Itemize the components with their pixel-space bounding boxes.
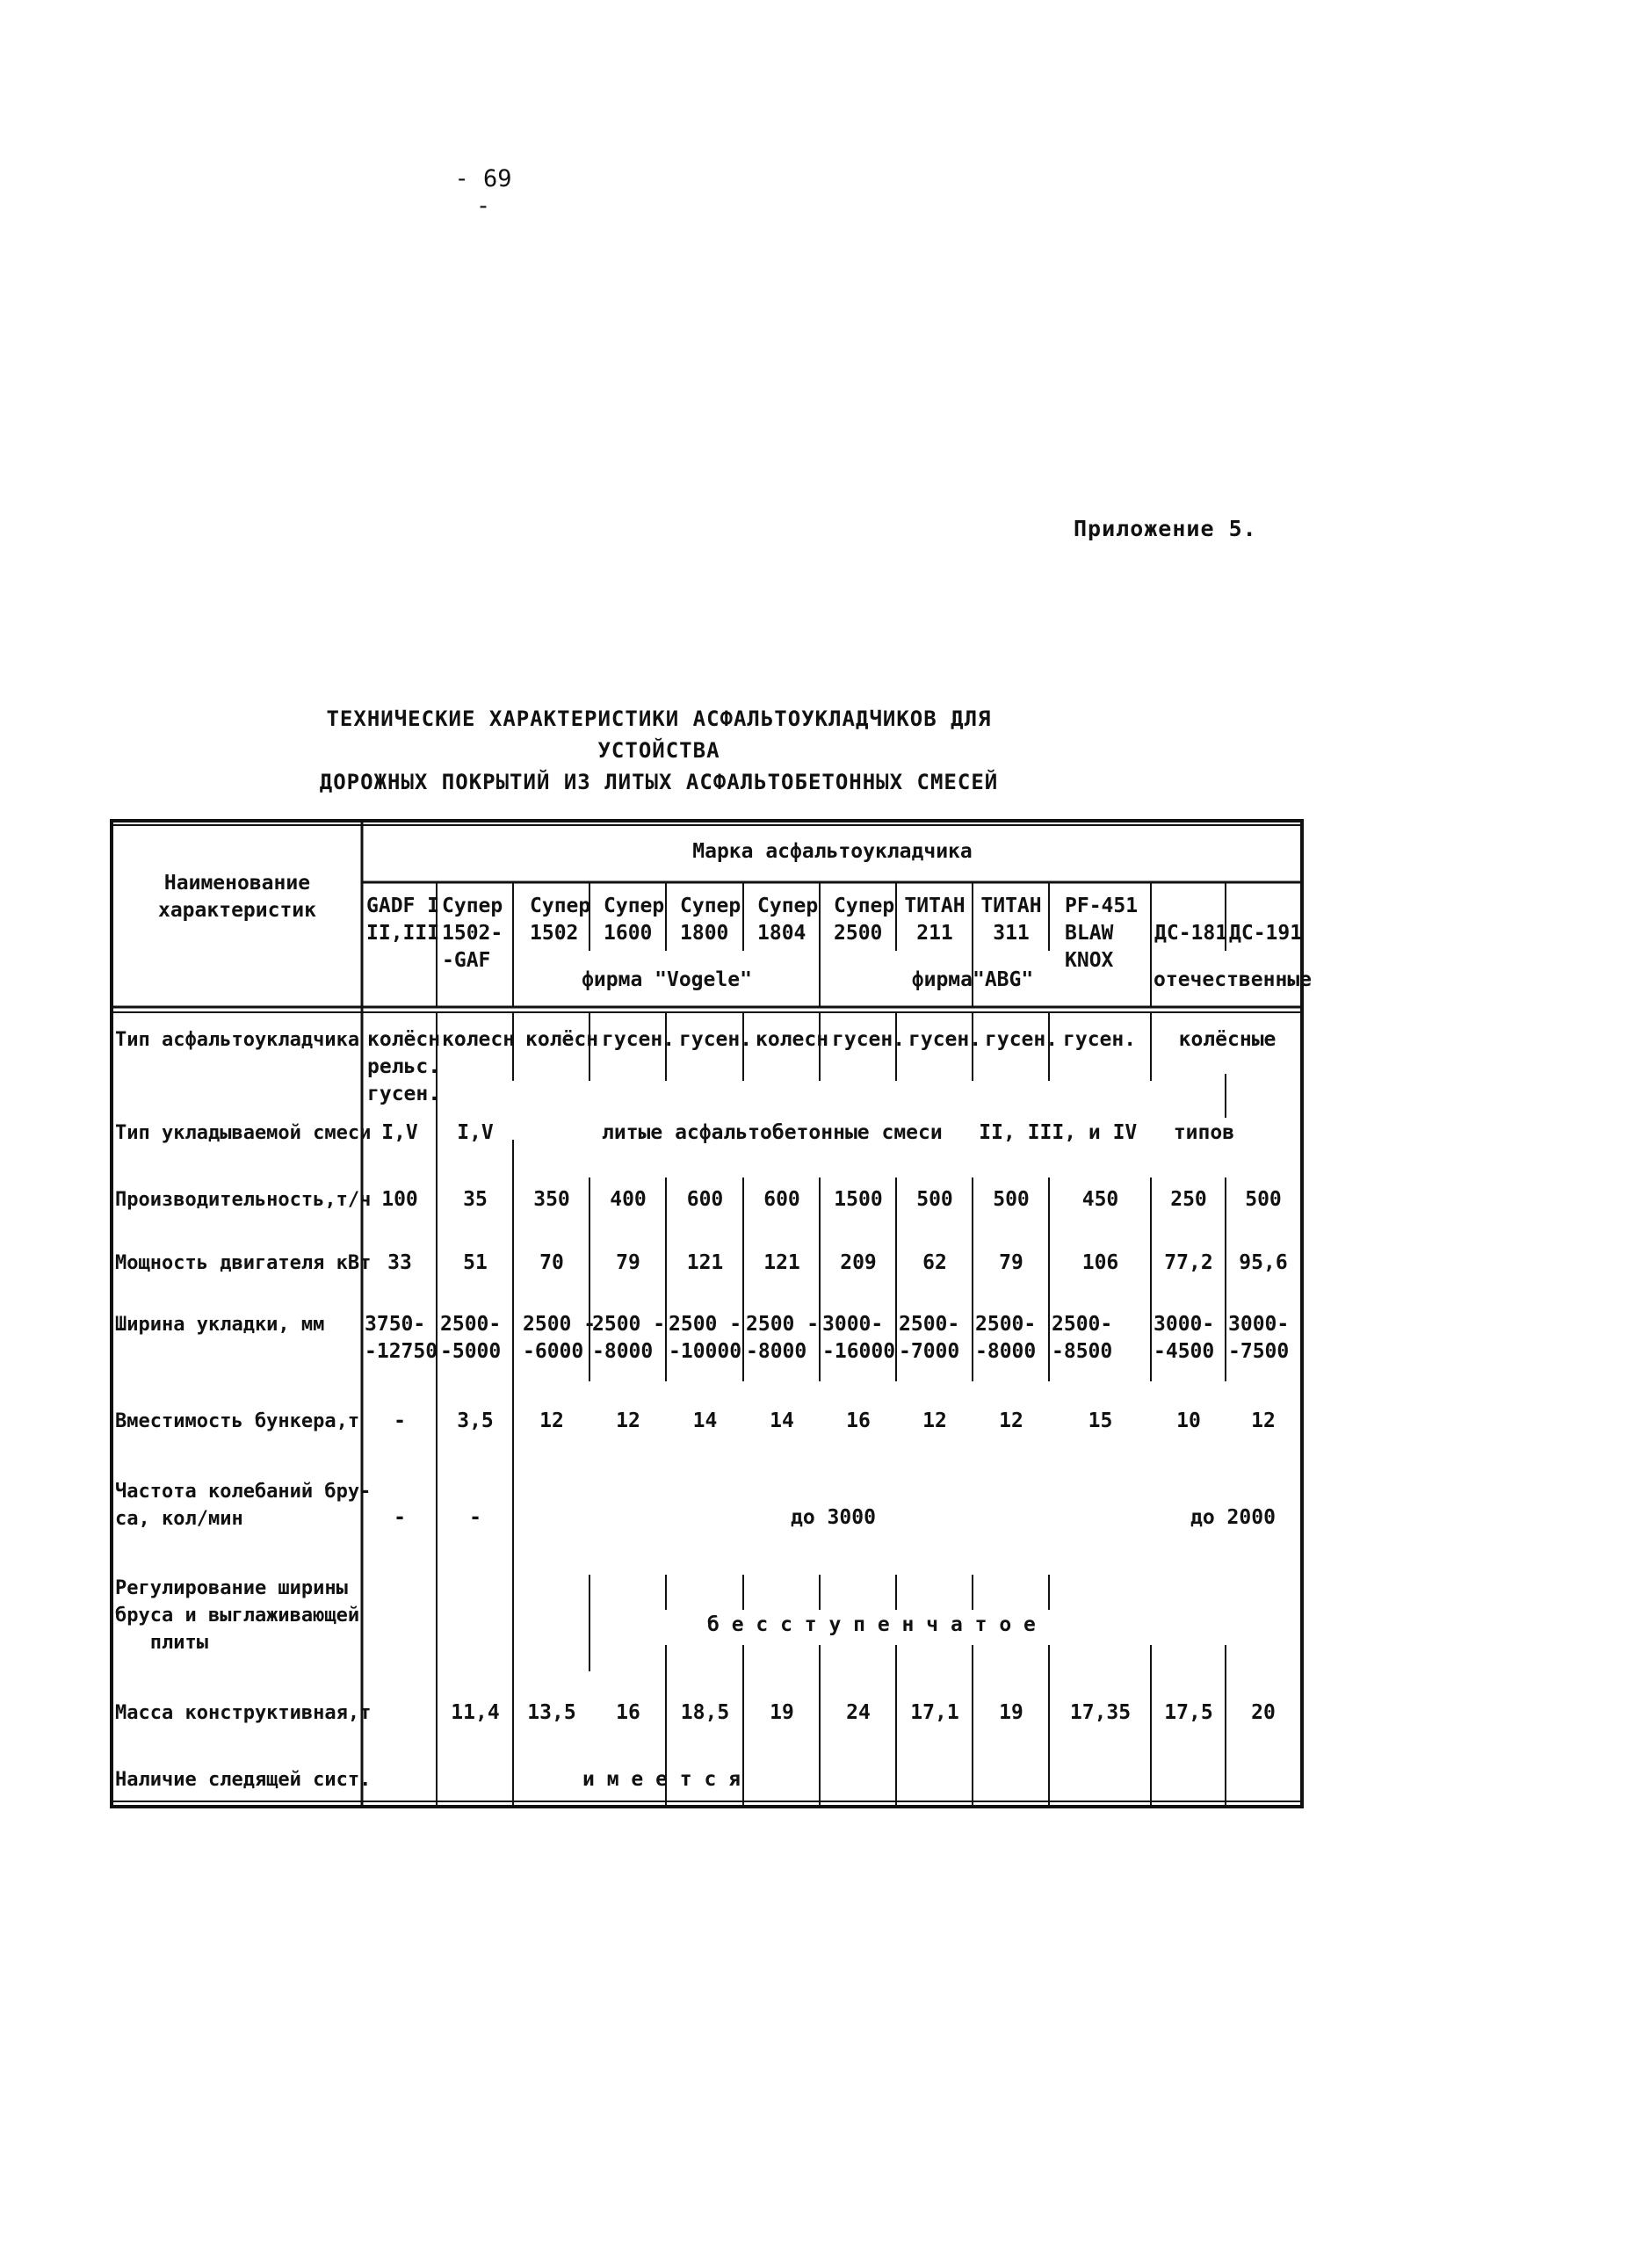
productivity-value: 500: [1245, 1188, 1282, 1211]
title-line-2: ДОРОЖНЫХ ПОКРЫТИЙ ИЗ ЛИТЫХ АСФАЛЬТОБЕТОННЫХ СМЕСЕЙ: [319, 770, 999, 794]
power-value: 121: [686, 1251, 724, 1274]
mass-value: 19: [770, 1701, 794, 1724]
hopper-value: 10: [1176, 1409, 1201, 1432]
productivity-value: 600: [763, 1188, 800, 1211]
mass-value: 11,4: [451, 1701, 500, 1724]
power-value: 70: [539, 1251, 564, 1274]
type-value: колесн: [756, 1028, 829, 1051]
width-value: 2500 - -6000: [523, 1313, 597, 1363]
table-title: [264, 703, 1054, 798]
row-label-mass: Масса конструктивная,т: [115, 1702, 372, 1724]
brand-header: Марка асфальтоукладчика: [692, 840, 973, 863]
hopper-value: 12: [999, 1409, 1023, 1432]
power-value: 79: [616, 1251, 640, 1274]
hopper-value: 15: [1088, 1409, 1113, 1432]
row-label-frequency: Частота колебаний бру- са, кол/мин: [115, 1481, 372, 1530]
hopper-value: 14: [770, 1409, 794, 1432]
hopper-value: -: [394, 1409, 406, 1432]
productivity-value: 500: [916, 1188, 953, 1211]
productivity-value: 400: [610, 1188, 647, 1211]
model-super-1502: Супер 1502: [530, 895, 591, 945]
domestic-label: отечественные: [1154, 968, 1313, 991]
mix-span-value: литые асфальтобетонные смеси II, III, и IV типов: [602, 1121, 1235, 1144]
type-value-domestic: колёсные: [1178, 1028, 1277, 1051]
width-value: 2500- -8000: [975, 1313, 1037, 1363]
productivity-value: 500: [993, 1188, 1030, 1211]
mass-value: 16: [616, 1701, 640, 1724]
type-value: гусен.: [1063, 1028, 1137, 1051]
row-label-tracking: Наличие следящей сист.: [115, 1769, 372, 1791]
row-label-width: Ширина укладки, мм: [115, 1314, 325, 1336]
width-value: 3750- -12750: [365, 1313, 438, 1363]
hopper-value: 12: [616, 1409, 640, 1432]
width-value: 3000- -16000: [822, 1313, 896, 1363]
power-value: 95,6: [1239, 1251, 1288, 1274]
mass-value: 18,5: [680, 1701, 730, 1724]
model-titan-311: ТИТАН 311: [980, 895, 1042, 945]
title-line-1: ТЕХНИЧЕСКИЕ ХАРАКТЕРИСТИКИ АСФАЛЬТОУКЛАДЧИКОВ ДЛЯ УСТОЙСТВА: [326, 706, 992, 763]
productivity-value: 250: [1170, 1188, 1207, 1211]
power-value: 121: [763, 1251, 800, 1274]
mass-value: 19: [999, 1701, 1023, 1724]
row-label-mix: Тип укладываемой смеси: [115, 1122, 372, 1144]
firm-abg-label: фирма"ABG": [911, 968, 1034, 991]
hopper-value: 3,5: [457, 1409, 494, 1432]
mass-value: 13,5: [527, 1701, 576, 1724]
tracking-span-value: и м е е т с я: [582, 1768, 741, 1791]
model-super-1804: Супер 1804: [757, 895, 819, 945]
type-value: гусен.: [908, 1028, 982, 1051]
productivity-value: 1500: [834, 1188, 883, 1211]
mass-value: 24: [846, 1701, 871, 1724]
width-value: 2500 - -8000: [592, 1313, 666, 1363]
frequency-value: -: [469, 1506, 481, 1529]
hopper-value: 14: [692, 1409, 718, 1432]
power-value: 33: [387, 1251, 412, 1274]
type-value: колёсн: [525, 1028, 599, 1051]
mass-value: 20: [1251, 1701, 1276, 1724]
power-value: 106: [1081, 1251, 1119, 1274]
type-value: гусен.: [832, 1028, 906, 1051]
model-super-1502-gaf: Супер 1502- -GAF: [442, 895, 503, 972]
productivity-value: 35: [463, 1188, 488, 1211]
row-label-power: Мощность двигателя кВт: [115, 1252, 372, 1274]
frequency-value: -: [394, 1506, 406, 1529]
model-pf-451: PF-451 BLAW KNOX: [1065, 895, 1139, 972]
row-label-type: Тип асфальтоукладчика: [115, 1029, 360, 1051]
width-value: 2500 - -8000: [746, 1313, 820, 1363]
frequency-span-domestic: до 2000: [1190, 1506, 1276, 1529]
power-value: 62: [922, 1251, 947, 1274]
type-value: колесн: [442, 1028, 516, 1051]
appendix-label: Приложение 5.: [1074, 516, 1257, 541]
type-value: гусен.: [985, 1028, 1059, 1051]
mix-value: I,V: [457, 1121, 494, 1144]
type-value: колёсн рельс. гусен.: [367, 1028, 441, 1105]
type-value: гусен.: [679, 1028, 753, 1051]
hopper-value: 16: [846, 1409, 871, 1432]
width-value: 2500- -8500: [1052, 1313, 1113, 1363]
type-value: гусен.: [602, 1028, 676, 1051]
hopper-value: 12: [1251, 1409, 1276, 1432]
model-ds-191: ДС-191: [1229, 922, 1303, 945]
row-label-hopper: Вместимость бункера,т: [115, 1410, 360, 1432]
model-super-1800: Супер 1800: [680, 895, 741, 945]
productivity-value: 100: [381, 1188, 418, 1211]
productivity-value: 600: [686, 1188, 724, 1211]
specifications-table: [110, 819, 1313, 1810]
model-titan-211: ТИТАН 211: [904, 895, 966, 945]
row-label-regulation: Регулирование ширины бруса и выглаживающей плиты: [115, 1577, 360, 1654]
width-value: 2500 - -10000: [669, 1313, 742, 1363]
name-column-header: Наименование характеристик: [157, 872, 316, 922]
width-value: 2500- -5000: [440, 1313, 502, 1363]
row-label-productivity: Производительность,т/ч: [115, 1189, 372, 1211]
hopper-value: 12: [922, 1409, 947, 1432]
mix-value: I,V: [381, 1121, 418, 1144]
hopper-value: 12: [539, 1409, 564, 1432]
mass-value: 17,1: [910, 1701, 959, 1724]
model-ds-181: ДС-181: [1154, 922, 1228, 945]
model-super-1600: Супер 1600: [604, 895, 665, 945]
productivity-value: 350: [533, 1188, 570, 1211]
firm-vogele-label: фирма "Vogele": [582, 968, 752, 991]
mass-value: 17,35: [1069, 1701, 1132, 1724]
width-value: 3000- -4500: [1154, 1313, 1215, 1363]
model-super-2500: Супер 2500: [834, 895, 895, 945]
mass-value: 17,5: [1164, 1701, 1213, 1724]
frequency-span-vogele: до 3000: [791, 1506, 876, 1529]
power-value: 51: [463, 1251, 488, 1274]
productivity-value: 450: [1081, 1188, 1119, 1211]
power-value: 209: [840, 1251, 877, 1274]
regulation-span-value: б е с с т у п е н ч а т о е: [707, 1613, 1036, 1636]
width-value: 2500- -7000: [899, 1313, 960, 1363]
model-gadf: GADF I II,III: [366, 895, 440, 945]
power-value: 79: [999, 1251, 1023, 1274]
page-number: - 69 -: [454, 165, 512, 220]
power-value: 77,2: [1164, 1251, 1213, 1274]
width-value: 3000- -7500: [1228, 1313, 1290, 1363]
